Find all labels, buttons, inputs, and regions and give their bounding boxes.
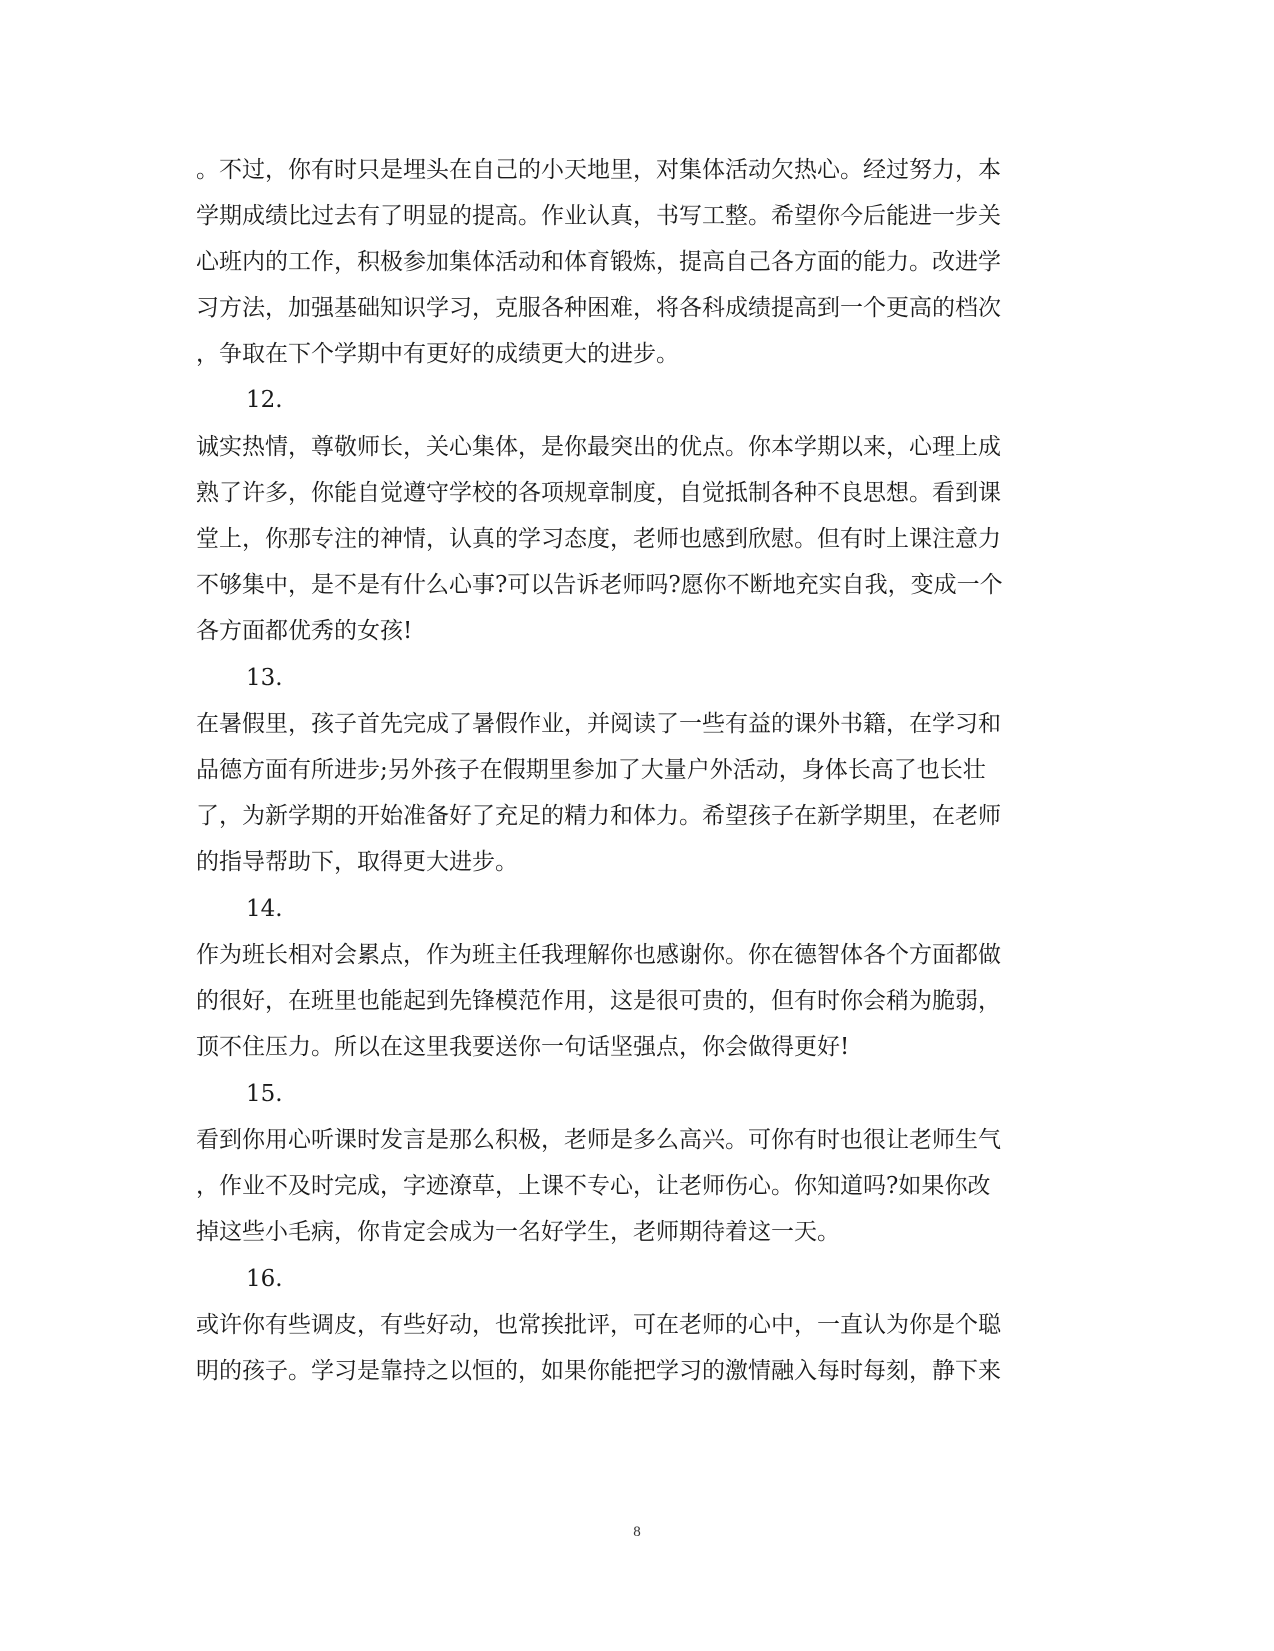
- text-line: 熟了许多，你能自觉遵守学校的各项规章制度，自觉抵制各种不良思想。看到课: [196, 480, 1001, 506]
- text-line: 明的孩子。学习是靠持之以恒的，如果你能把学习的激情融入每时每刻，静下来: [196, 1358, 1001, 1384]
- text-line: 顶不住压力。所以在这里我要送你一句话坚强点，你会做得更好!: [196, 1034, 850, 1060]
- text-line: 堂上，你那专注的神情，认真的学习态度，老师也感到欣慰。但有时上课注意力: [196, 526, 1001, 552]
- text-line: 学期成绩比过去有了明显的提高。作业认真，书写工整。希望你今后能进一步关: [196, 203, 1001, 229]
- text-line: 了，为新学期的开始准备好了充足的精力和体力。希望孩子在新学期里，在老师: [196, 803, 1001, 829]
- item-number: 14.: [246, 896, 283, 922]
- text-line: 看到你用心听课时发言是那么积极，老师是多么高兴。可你有时也很让老师生气: [196, 1127, 1001, 1153]
- text-line: ，争取在下个学期中有更好的成绩更大的进步。: [196, 341, 679, 367]
- text-line: 诚实热情，尊敬师长，关心集体，是你最突出的优点。你本学期以来，心理上成: [196, 434, 1001, 460]
- text-line: 习方法，加强基础知识学习，克服各种困难，将各科成绩提高到一个更高的档次: [196, 295, 1001, 321]
- item-number: 13.: [246, 665, 283, 691]
- text-line: ，作业不及时完成，字迹潦草，上课不专心，让老师伤心。你知道吗?如果你改: [196, 1173, 991, 1199]
- item-number: 15.: [246, 1081, 283, 1107]
- text-line: 品德方面有所进步;另外孩子在假期里参加了大量户外活动，身体长高了也长壮: [196, 757, 986, 783]
- text-line: 的很好，在班里也能起到先锋模范作用，这是很可贵的，但有时你会稍为脆弱，: [196, 988, 1001, 1014]
- page-number: 8: [633, 1524, 641, 1540]
- item-number: 16.: [246, 1266, 283, 1292]
- item-number: 12.: [246, 387, 283, 413]
- text-line: 的指导帮助下，取得更大进步。: [196, 849, 518, 875]
- text-line: 。不过，你有时只是埋头在自己的小天地里，对集体活动欠热心。经过努力，本: [196, 157, 1001, 183]
- text-line: 作为班长相对会累点，作为班主任我理解你也感谢你。你在德智体各个方面都做: [196, 942, 1001, 968]
- text-line: 不够集中，是不是有什么心事?可以告诉老师吗?愿你不断地充实自我，变成一个: [196, 572, 1003, 598]
- text-line: 在暑假里，孩子首先完成了暑假作业，并阅读了一些有益的课外书籍，在学习和: [196, 711, 1001, 737]
- text-line: 各方面都优秀的女孩!: [196, 618, 413, 644]
- text-line: 掉这些小毛病，你肯定会成为一名好学生，老师期待着这一天。: [196, 1219, 840, 1245]
- text-line: 心班内的工作，积极参加集体活动和体育锻炼，提高自己各方面的能力。改进学: [196, 249, 1001, 275]
- text-line: 或许你有些调皮，有些好动，也常挨批评，可在老师的心中，一直认为你是个聪: [196, 1312, 1001, 1338]
